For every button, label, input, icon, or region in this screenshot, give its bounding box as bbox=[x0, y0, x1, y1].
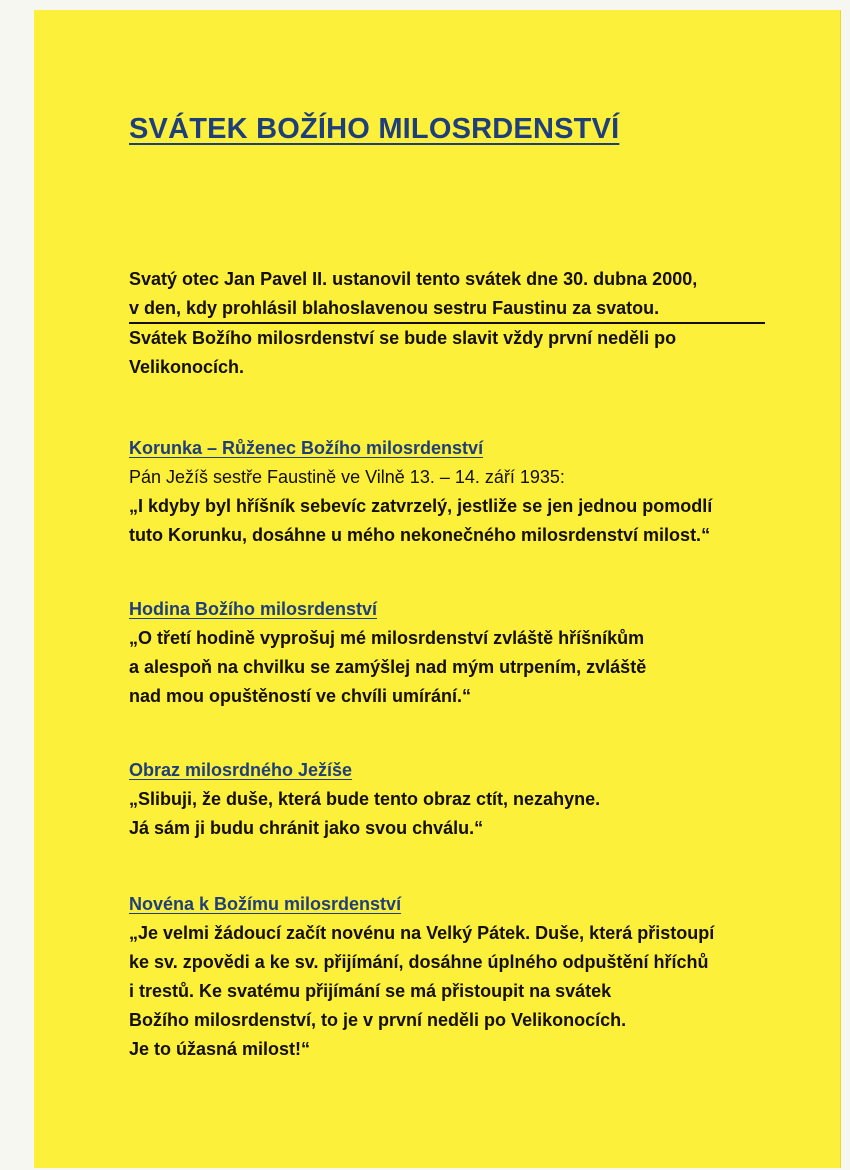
quote-line: „Je velmi žádoucí začít novénu na Velký Pátek. Duše, která přistoupí bbox=[129, 923, 715, 943]
quote-line: i trestů. Ke svatému přijímání se má přistoupit na svátek bbox=[129, 981, 612, 1001]
intro-line: Svátek Božího milosrdenství se bude slavit vždy první neděli po bbox=[129, 328, 677, 348]
quote-line: ke sv. zpovědi a ke sv. přijímání, dosáhne úplného odpuštění hříchů bbox=[129, 952, 709, 972]
quote-line: Je to úžasná milost!“ bbox=[129, 1039, 311, 1059]
section-novena bbox=[129, 890, 829, 1064]
section-subtitle: Pán Ježíš sestře Faustině ve Vilně 13. – 14. září 1935: bbox=[129, 467, 565, 487]
quote-line: Božího milosrdenství, to je v první neděli po Velikonocích. bbox=[129, 1010, 627, 1030]
quote-line: „O třetí hodině vyprošuj mé milosrdenství zvláště hříšníkům bbox=[129, 628, 645, 648]
section-hodina bbox=[129, 595, 829, 711]
quote-line: „I kdyby byl hříšník sebevíc zatvrzelý, jestliže se jen jednou pomodlí bbox=[129, 496, 713, 516]
intro-paragraph-2 bbox=[129, 324, 829, 382]
document-page bbox=[34, 10, 840, 1168]
section-heading: Korunka – Růženec Božího milosrdenství bbox=[129, 438, 484, 458]
section-korunka bbox=[129, 434, 829, 550]
quote-line: tuto Korunku, dosáhne u mého nekonečného milosrdenství milost.“ bbox=[129, 525, 711, 545]
intro-line: v den, kdy prohlásil blahoslavenou sestru Faustinu za svatou. bbox=[129, 298, 660, 318]
quote-line: Já sám ji budu chránit jako svou chválu.“ bbox=[129, 818, 484, 838]
intro-line: Velikonocích. bbox=[129, 357, 245, 377]
quote-line: „Slibuji, že duše, která bude tento obraz ctít, nezahyne. bbox=[129, 789, 601, 809]
quote-line: nad mou opuštěností ve chvíli umírání.“ bbox=[129, 686, 472, 706]
intro-paragraph bbox=[129, 265, 829, 323]
page-title: SVÁTEK BOŽÍHO MILOSRDENSTVÍ bbox=[129, 113, 620, 145]
quote-line: a alespoň na chvilku se zamýšlej nad mým utrpením, zvláště bbox=[129, 657, 647, 677]
intro-line: Svatý otec Jan Pavel II. ustanovil tento svátek dne 30. dubna 2000, bbox=[129, 269, 698, 289]
section-obraz bbox=[129, 756, 829, 843]
section-heading: Hodina Božího milosrdenství bbox=[129, 599, 378, 619]
section-heading: Novéna k Božímu milosrdenství bbox=[129, 894, 402, 914]
section-heading: Obraz milosrdného Ježíše bbox=[129, 760, 353, 780]
